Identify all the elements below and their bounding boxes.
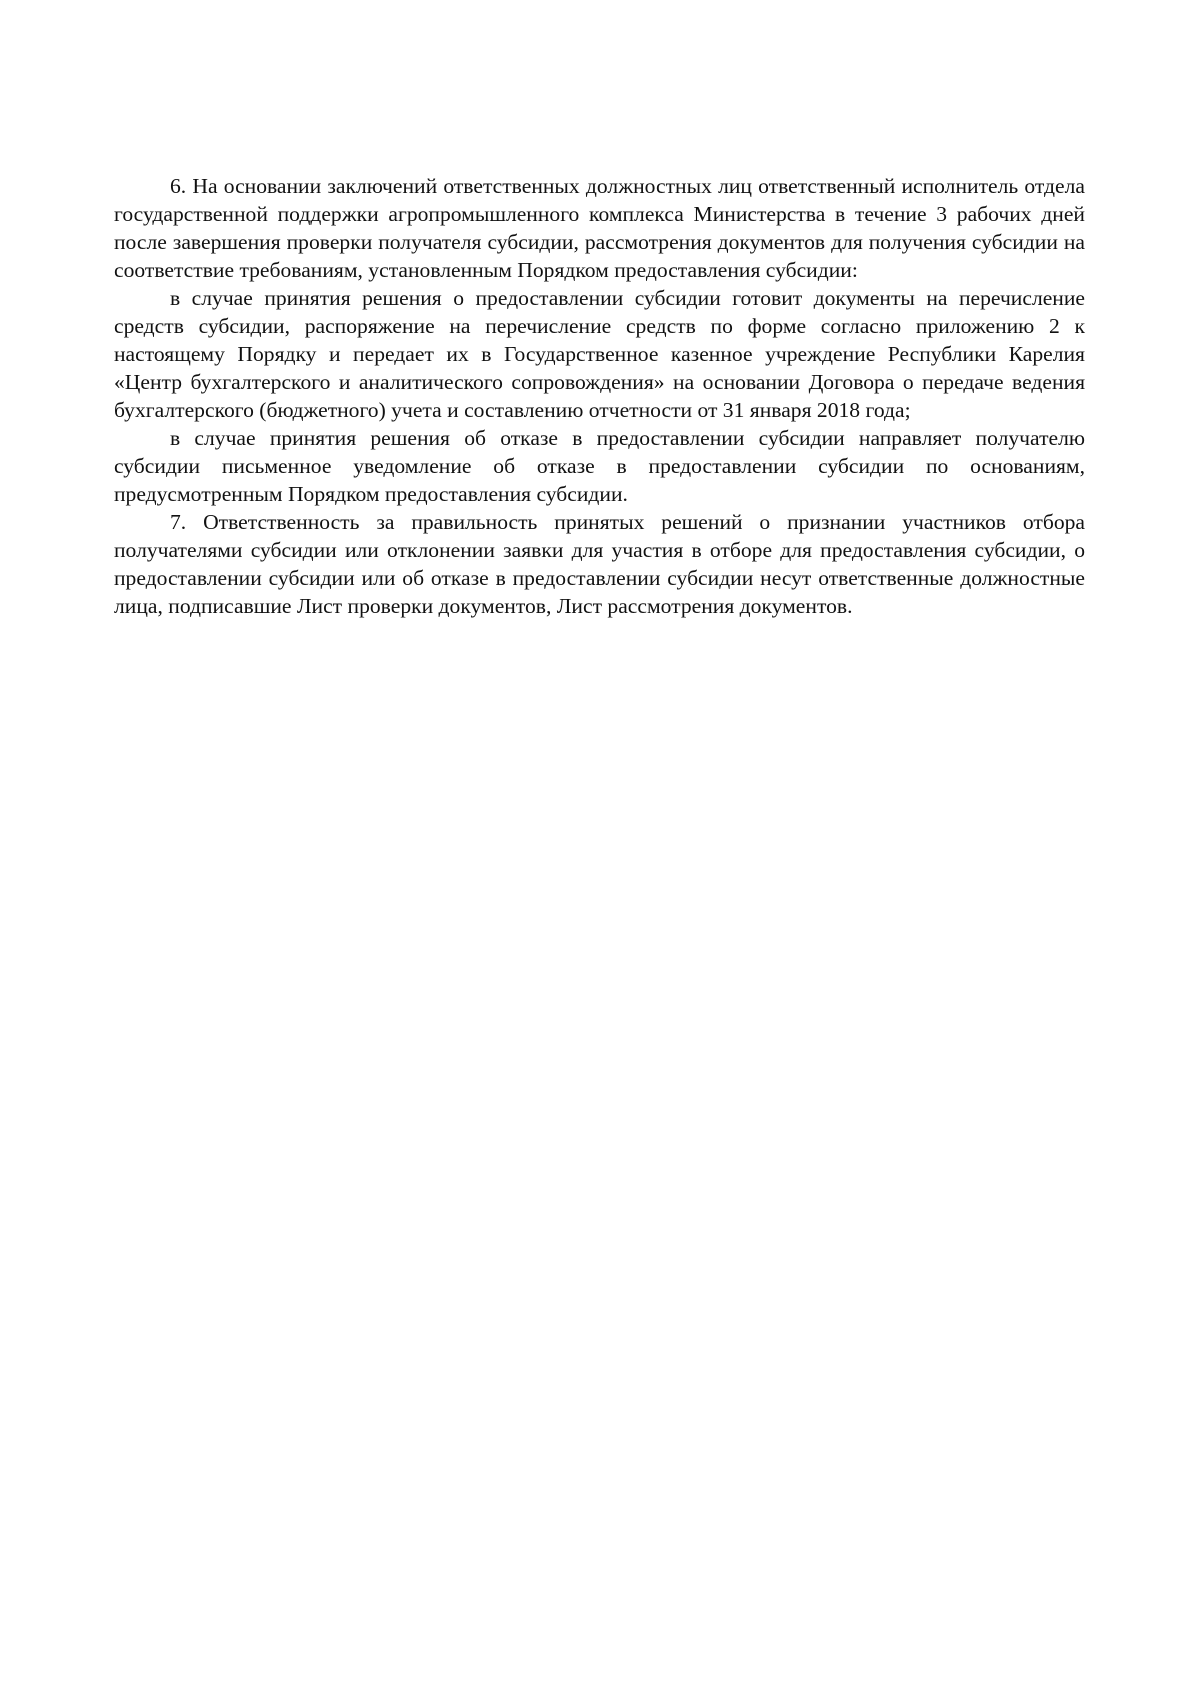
paragraph-6-refusal-case: в случае принятия решения об отказе в предоставлении субсидии направляет получателю субсидии письменное уведомление об отказе в предоставлении субсидии по основаниям, предусмотренным Порядком предоставления субсидии. <box>114 426 1085 506</box>
document-body <box>114 172 1085 620</box>
paragraph-6: 6. На основании заключений ответственных должностных лиц ответственный исполнитель отдела государственной поддержки агропромышленного комплекса Министерства в течение 3 рабочих дней после завершения проверки получателя субсидии, рассмотрения документов для получения субсидии на соответствие требованиям, установленным Порядком предоставления субсидии: <box>114 174 1085 282</box>
paragraph-7: 7. Ответственность за правильность принятых решений о признании участников отбора получателями субсидии или отклонении заявки для участия в отборе для предоставления субсидии, о предоставлении субсидии или об отказе в предоставлении субсидии несут ответственные должностные лица, подписавшие Лист проверки документов, Лист рассмотрения документов. <box>114 510 1085 618</box>
paragraph-6-approval-case: в случае принятия решения о предоставлении субсидии готовит документы на перечисление средств субсидии, распоряжение на перечисление средств по форме согласно приложению 2 к настоящему Порядку и передает их в Государственное казенное учреждение Республики Карелия «Центр бухгалтерского и аналитического сопровождения» на основании Договора о передаче ведения бухгалтерского (бюджетного) учета и составлению отчетности от 31 января 2018 года; <box>114 286 1085 422</box>
